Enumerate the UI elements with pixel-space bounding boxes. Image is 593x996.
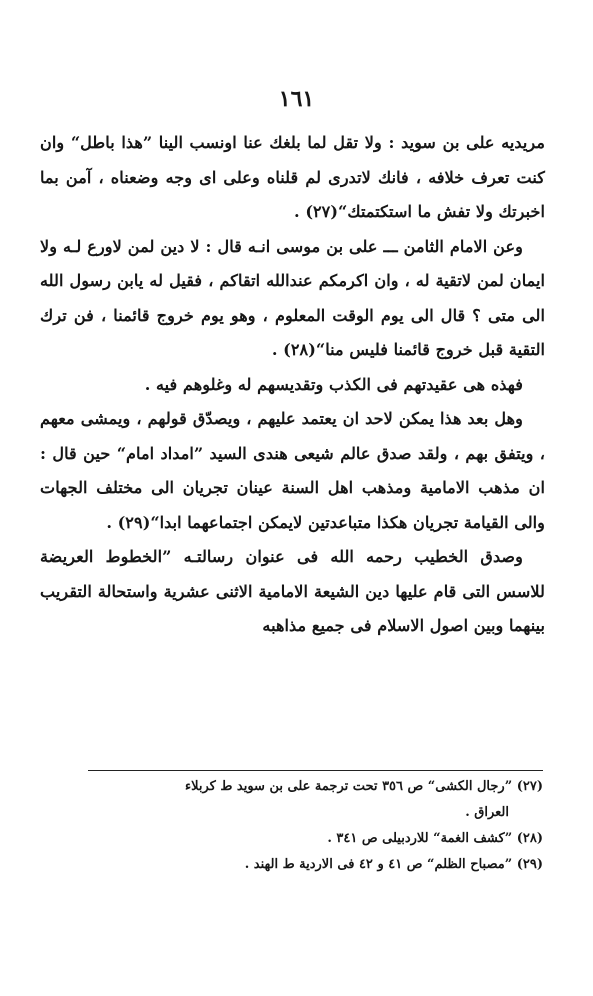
footnote-27: (٢٧) ”رجال الكشى“ ص ٣٥٦ تحت ترجمة على بن سويد ط كربلاء bbox=[184, 779, 543, 794]
body-text bbox=[40, 126, 545, 644]
footnote-divider bbox=[88, 770, 543, 771]
paragraph-1: مريديه على بن سويد : ولا تقل لما بلغك عنا اونسب الينا ”هذا باطل“ وان كنت تعرف خلافه ، فانك لاتدرى لم قلناه وعلى اى وجه وضعناه ، آمن بما اخبرتك ولا تفش ما استكتمتك“(٢٧) . bbox=[40, 133, 545, 221]
footnotes bbox=[44, 774, 543, 878]
paragraph-5: وصدق الخطيب رحمه الله فى عنوان رسالتـه ”الخطوط العريضة للاسس التى قام عليها دين الشيعة الامامية الاثنى عشرية واستحالة التقريب بينهما وبين اصول الاسلام فى جميع مذاهبه bbox=[40, 547, 545, 635]
footnote-27-continuation: العراق . bbox=[465, 805, 509, 820]
paragraph-2: وعن الامام الثامن ـــ على بن موسى انـه قال : لا دين لمن لاورع لـه ولا ايمان لمن لاتقية له ، وان اكرمكم عندالله اتقاكم ، فقيل له يابن رسول الله الى متى ؟ قال الى يوم الوقت المعلوم ، وهو يوم خروج قائمنا ، فن ترك التقية قبل خروج قائمنا فليس منا“(٢٨) . bbox=[40, 236, 545, 359]
footnote-29: (٢٩) ”مصباح الظلم“ ص ٤١ و ٤٢ فى الاردية ط الهند . bbox=[244, 857, 543, 872]
footnote-28: (٢٨) ”كشف الغمة“ للاردبيلى ص ٣٤١ . bbox=[327, 831, 543, 846]
page-number: ١٦١ bbox=[278, 86, 315, 112]
paragraph-4: وهل بعد هذا يمكن لاحد ان يعتمد عليهم ، ويصدّق قولهم ، ويمشى معهم ، ويتفق بهم ، ولقد صدق عالم شيعى هندى السيد ”امداد امام“ حين قال : ان مذهب الامامية ومذهب اهل السنة عينان تجريان الى مختلف الجهات والى القيامة تجريان هكذا متباعدتين لايمكن اجتماعهما ابدا“(٢٩) . bbox=[40, 409, 545, 532]
paragraph-3: فهذه هى عقيدتهم فى الكذب وتقديسهم له وغلوهم فيه . bbox=[144, 374, 523, 394]
